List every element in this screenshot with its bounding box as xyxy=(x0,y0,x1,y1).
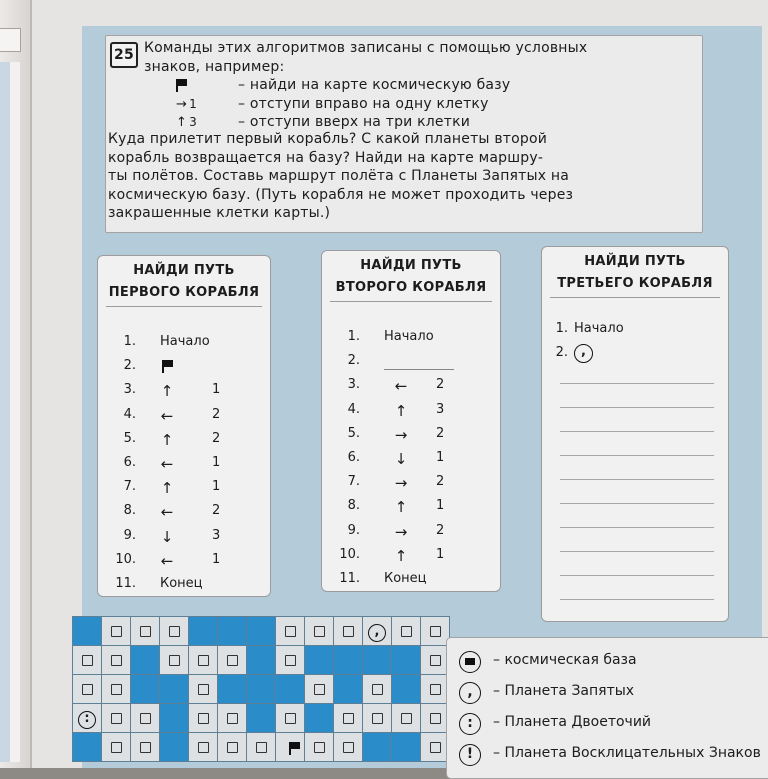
step-row xyxy=(98,334,270,354)
answer-line[interactable] xyxy=(560,599,714,600)
map-cell[interactable] xyxy=(305,675,334,704)
question-line: ты полётов. Составь маршрут полёта с Планеты Запятых на xyxy=(108,168,570,184)
square-icon xyxy=(140,742,151,753)
square-icon xyxy=(140,626,151,637)
map-cell[interactable] xyxy=(334,617,363,646)
step-text: Конец xyxy=(384,571,427,586)
page-strip-blue xyxy=(0,62,10,762)
flag-icon xyxy=(459,651,481,673)
map-cell[interactable] xyxy=(392,617,421,646)
answer-line[interactable] xyxy=(560,479,714,480)
square-icon xyxy=(169,655,180,666)
map-cell[interactable] xyxy=(189,646,218,675)
card-title xyxy=(550,247,720,298)
card-title-line1: НАЙДИ ПУТЬ xyxy=(360,258,462,273)
step-row xyxy=(98,552,270,572)
legend-row xyxy=(106,113,696,131)
flag-icon xyxy=(162,360,164,373)
map-cell[interactable] xyxy=(73,675,102,704)
legend-row xyxy=(106,95,696,113)
map-cell[interactable] xyxy=(73,733,102,762)
map-row xyxy=(73,675,450,704)
legend-count: 3 xyxy=(189,115,197,129)
map-legend-label: – космическая база xyxy=(493,652,637,668)
step-number: 8. xyxy=(123,503,136,519)
answer-line[interactable] xyxy=(560,527,714,528)
step-text: Начало xyxy=(160,334,210,349)
map-cell[interactable] xyxy=(334,675,363,704)
answer-line[interactable] xyxy=(560,431,714,432)
map-cell[interactable] xyxy=(334,646,363,675)
step-number: 3. xyxy=(123,382,136,398)
square-icon xyxy=(82,655,93,666)
arrow-icon: ← xyxy=(394,377,408,396)
square-icon xyxy=(430,655,441,666)
map-cell[interactable] xyxy=(334,733,363,762)
answer-line[interactable] xyxy=(560,575,714,576)
step-row xyxy=(98,503,270,523)
map-cell[interactable] xyxy=(247,646,276,675)
map-cell[interactable] xyxy=(392,646,421,675)
step-row xyxy=(322,426,500,446)
map-cell[interactable] xyxy=(218,646,247,675)
map-cell[interactable] xyxy=(160,646,189,675)
card-title-line2: ВТОРОГО КОРАБЛЯ xyxy=(335,280,487,295)
step-count: 3 xyxy=(436,401,445,417)
step-number: 4. xyxy=(123,406,136,422)
step-count: 2 xyxy=(212,406,221,422)
map-cell[interactable] xyxy=(218,733,247,762)
step-row xyxy=(322,498,500,518)
step-row xyxy=(98,479,270,499)
planet-comma-icon: , xyxy=(574,344,593,363)
square-icon xyxy=(401,713,412,724)
map-row xyxy=(73,704,450,733)
legend-row xyxy=(106,76,696,94)
step-number: 11. xyxy=(339,571,360,586)
planet-exclamation-icon: ! xyxy=(459,744,481,766)
square-icon xyxy=(82,684,93,695)
planet-colon-icon: : xyxy=(459,713,481,735)
arrow-icon: ← xyxy=(160,455,174,473)
legend-symbol xyxy=(176,76,216,95)
map-legend-label: – Планета Восклицательных Знаков xyxy=(493,745,761,761)
step-text: Начало xyxy=(574,321,624,336)
arrow-icon: ↑ xyxy=(176,115,188,130)
map-cell[interactable] xyxy=(305,617,334,646)
square-icon xyxy=(314,626,325,637)
card-title xyxy=(330,251,492,302)
step-number: 3. xyxy=(347,377,360,393)
map-cell[interactable] xyxy=(305,733,334,762)
map-cell[interactable] xyxy=(73,617,102,646)
map-cell[interactable] xyxy=(102,733,131,762)
arrow-icon: → xyxy=(394,522,408,541)
planet-comma-icon: , xyxy=(368,624,386,642)
arrow-icon: ← xyxy=(160,406,174,425)
question-line: космическую базу. (Путь корабля не может проходить через xyxy=(108,186,574,203)
step-number: 6. xyxy=(123,455,136,470)
map-cell[interactable] xyxy=(276,733,305,762)
step-count: 1 xyxy=(212,479,221,495)
step-row xyxy=(542,345,728,365)
legend-symbol xyxy=(176,95,216,115)
step-count: 1 xyxy=(436,546,445,562)
flag-icon xyxy=(176,79,178,92)
step-text: Начало xyxy=(384,329,434,344)
step-row xyxy=(322,523,500,543)
step-text: Конец xyxy=(160,576,203,591)
square-icon xyxy=(314,742,325,753)
card-title-line2: ПЕРВОГО КОРАБЛЯ xyxy=(108,285,260,300)
map-cell[interactable] xyxy=(247,617,276,646)
step-number: 10. xyxy=(115,551,136,567)
map-cell[interactable] xyxy=(189,675,218,704)
task-intro-line2: знаков, например: xyxy=(144,58,285,75)
step-row xyxy=(542,321,728,341)
step-count: 2 xyxy=(436,522,445,538)
answer-line[interactable] xyxy=(560,407,714,408)
map-cell[interactable] xyxy=(131,704,160,733)
map-legend-row xyxy=(459,652,768,674)
step-row xyxy=(98,455,270,475)
step-count: 2 xyxy=(436,377,445,393)
map-cell[interactable] xyxy=(276,646,305,675)
step-row xyxy=(98,407,270,427)
square-icon xyxy=(285,655,296,666)
step-number: 1. xyxy=(347,329,360,344)
step-number: 2. xyxy=(555,344,568,360)
map-legend-row xyxy=(459,714,768,736)
square-icon xyxy=(198,655,209,666)
step-row xyxy=(322,377,500,397)
step-number: 6. xyxy=(347,450,360,465)
arrow-icon: → xyxy=(176,96,188,112)
map-cell[interactable] xyxy=(363,617,392,646)
map-cell[interactable] xyxy=(247,733,276,762)
map-legend-row xyxy=(459,683,768,705)
square-icon xyxy=(430,626,441,637)
step-number: 9. xyxy=(123,527,136,543)
step-count: 1 xyxy=(212,551,221,567)
step-blank[interactable] xyxy=(384,353,454,370)
legend-count: 1 xyxy=(189,96,197,111)
arrow-icon: ← xyxy=(160,551,174,570)
card-title-line2: ТРЕТЬЕГО КОРАБЛЯ xyxy=(557,276,713,291)
map-cell[interactable] xyxy=(276,675,305,704)
map-row xyxy=(73,733,450,762)
card-third-ship xyxy=(541,246,729,622)
question-line: закрашенные клетки карты.) xyxy=(108,205,331,221)
map-cell[interactable] xyxy=(73,704,102,733)
answer-line[interactable] xyxy=(560,383,714,384)
space-map xyxy=(72,616,450,762)
step-count: 2 xyxy=(436,474,445,490)
square-icon xyxy=(256,742,267,753)
task-intro xyxy=(144,39,694,76)
step-row xyxy=(98,358,270,378)
map-cell[interactable] xyxy=(189,733,218,762)
question-line: Куда прилетит первый корабль? С какой планеты второй xyxy=(108,131,548,147)
map-cell[interactable] xyxy=(247,704,276,733)
step-row xyxy=(322,450,500,470)
arrow-icon: ↑ xyxy=(394,401,408,420)
map-cell[interactable] xyxy=(363,646,392,675)
map-cell[interactable] xyxy=(189,617,218,646)
square-icon xyxy=(343,626,354,637)
map-cell[interactable] xyxy=(189,704,218,733)
step-number: 11. xyxy=(115,576,136,591)
square-icon xyxy=(111,713,122,724)
map-row xyxy=(73,646,450,675)
step-number: 9. xyxy=(347,522,360,538)
map-cell[interactable] xyxy=(102,646,131,675)
arrow-icon: ↑ xyxy=(160,430,174,449)
arrow-icon: ↑ xyxy=(394,498,408,517)
legend-description: – отступи вверх на три клетки xyxy=(238,114,471,130)
page-strip-white xyxy=(10,62,20,762)
square-icon xyxy=(198,742,209,753)
map-cell[interactable] xyxy=(218,704,247,733)
map-cell[interactable] xyxy=(276,704,305,733)
square-icon xyxy=(430,742,441,753)
task-question xyxy=(108,130,694,223)
step-count: 1 xyxy=(212,382,221,398)
step-number: 1. xyxy=(555,321,568,336)
square-icon xyxy=(372,713,383,724)
map-cell[interactable] xyxy=(160,617,189,646)
step-number: 10. xyxy=(339,546,360,562)
step-number: 7. xyxy=(347,474,360,490)
card-second-ship xyxy=(321,250,501,592)
step-number: 5. xyxy=(123,430,136,446)
step-row xyxy=(98,431,270,451)
legend-description: – найди на карте космическую базу xyxy=(238,77,511,93)
map-cell[interactable] xyxy=(276,617,305,646)
map-legend-label: – Планета Двоеточий xyxy=(493,714,652,730)
square-icon xyxy=(227,655,238,666)
card-title-line1: НАЙДИ ПУТЬ xyxy=(133,263,235,278)
square-icon xyxy=(372,684,383,695)
map-cell[interactable] xyxy=(334,704,363,733)
arrow-icon: ↑ xyxy=(160,382,174,401)
square-icon xyxy=(430,684,441,695)
square-icon xyxy=(285,626,296,637)
square-icon xyxy=(343,742,354,753)
square-icon xyxy=(140,713,151,724)
step-number: 1. xyxy=(123,334,136,349)
step-count: 3 xyxy=(212,527,221,543)
step-number: 2. xyxy=(347,353,360,369)
card-title-line1: НАЙДИ ПУТЬ xyxy=(584,254,686,269)
step-row xyxy=(322,402,500,422)
card-first-ship xyxy=(97,255,271,597)
step-row xyxy=(98,528,270,548)
map-legend-row xyxy=(459,745,768,767)
map-cell[interactable] xyxy=(363,704,392,733)
step-row xyxy=(322,353,500,373)
map-legend xyxy=(446,637,768,779)
page-notch xyxy=(0,28,21,52)
square-icon xyxy=(285,713,296,724)
step-count: 2 xyxy=(212,430,221,446)
square-icon xyxy=(314,684,325,695)
step-number: 2. xyxy=(123,358,136,374)
map-cell[interactable] xyxy=(131,617,160,646)
map-cell[interactable] xyxy=(131,733,160,762)
square-icon xyxy=(111,742,122,753)
map-cell[interactable] xyxy=(102,617,131,646)
step-count: 1 xyxy=(212,455,221,470)
card-title xyxy=(106,256,262,307)
square-icon xyxy=(227,742,238,753)
answer-line[interactable] xyxy=(560,503,714,504)
arrow-icon: ↑ xyxy=(394,546,408,565)
map-cell[interactable] xyxy=(160,733,189,762)
step-number: 7. xyxy=(123,479,136,495)
step-row xyxy=(322,571,500,591)
square-icon xyxy=(169,626,180,637)
question-line: корабль возвращается на базу? Найди на карте маршру- xyxy=(108,149,544,166)
map-cell[interactable] xyxy=(102,675,131,704)
arrow-icon: ↑ xyxy=(160,479,174,498)
map-legend-label: – Планета Запятых xyxy=(493,683,635,699)
task-number: 25 xyxy=(110,42,138,68)
square-icon xyxy=(343,713,354,724)
map-cell[interactable] xyxy=(160,704,189,733)
map-cell[interactable] xyxy=(247,675,276,704)
map-cell[interactable] xyxy=(392,704,421,733)
map-cell[interactable] xyxy=(218,617,247,646)
arrow-icon: ↓ xyxy=(394,450,408,468)
map-cell[interactable] xyxy=(73,646,102,675)
arrow-icon: ← xyxy=(160,503,174,522)
square-icon xyxy=(227,713,238,724)
map-cell[interactable] xyxy=(131,675,160,704)
step-row xyxy=(322,329,500,349)
map-cell[interactable] xyxy=(363,733,392,762)
map-cell[interactable] xyxy=(392,733,421,762)
map-cell[interactable] xyxy=(305,704,334,733)
previous-page-edge xyxy=(0,0,32,768)
arrow-icon: → xyxy=(394,474,408,493)
task-box xyxy=(105,35,703,233)
arrow-icon: → xyxy=(394,425,408,444)
step-row xyxy=(98,382,270,402)
square-icon xyxy=(430,713,441,724)
step-row xyxy=(322,474,500,494)
arrow-icon: ↓ xyxy=(160,527,174,546)
step-number: 8. xyxy=(347,498,360,514)
planet-comma-icon: , xyxy=(459,682,481,704)
map-cell[interactable] xyxy=(218,675,247,704)
answer-line[interactable] xyxy=(560,455,714,456)
square-icon xyxy=(198,713,209,724)
square-icon xyxy=(111,684,122,695)
step-count: 2 xyxy=(436,425,445,441)
step-row xyxy=(322,547,500,567)
step-count: 1 xyxy=(436,450,445,465)
map-cell[interactable] xyxy=(305,646,334,675)
square-icon xyxy=(111,655,122,666)
planet-colon-icon: : xyxy=(78,711,96,729)
step-number: 5. xyxy=(347,425,360,441)
step-count: 2 xyxy=(212,503,221,519)
flag-icon xyxy=(289,742,291,755)
square-icon xyxy=(111,626,122,637)
step-number: 4. xyxy=(347,401,360,417)
square-icon xyxy=(401,626,412,637)
task-intro-line1: Команды этих алгоритмов записаны с помощью условных xyxy=(144,40,588,56)
map-row xyxy=(73,617,450,646)
step-row xyxy=(98,576,270,596)
map-cell[interactable] xyxy=(131,646,160,675)
answer-line[interactable] xyxy=(560,551,714,552)
step-count: 1 xyxy=(436,498,445,514)
legend-description: – отступи вправо на одну клетку xyxy=(238,95,489,112)
map-cell[interactable] xyxy=(363,675,392,704)
map-cell[interactable] xyxy=(102,704,131,733)
map-cell[interactable] xyxy=(160,675,189,704)
flag-shape xyxy=(465,658,475,665)
square-icon xyxy=(198,684,209,695)
map-cell[interactable] xyxy=(392,675,421,704)
